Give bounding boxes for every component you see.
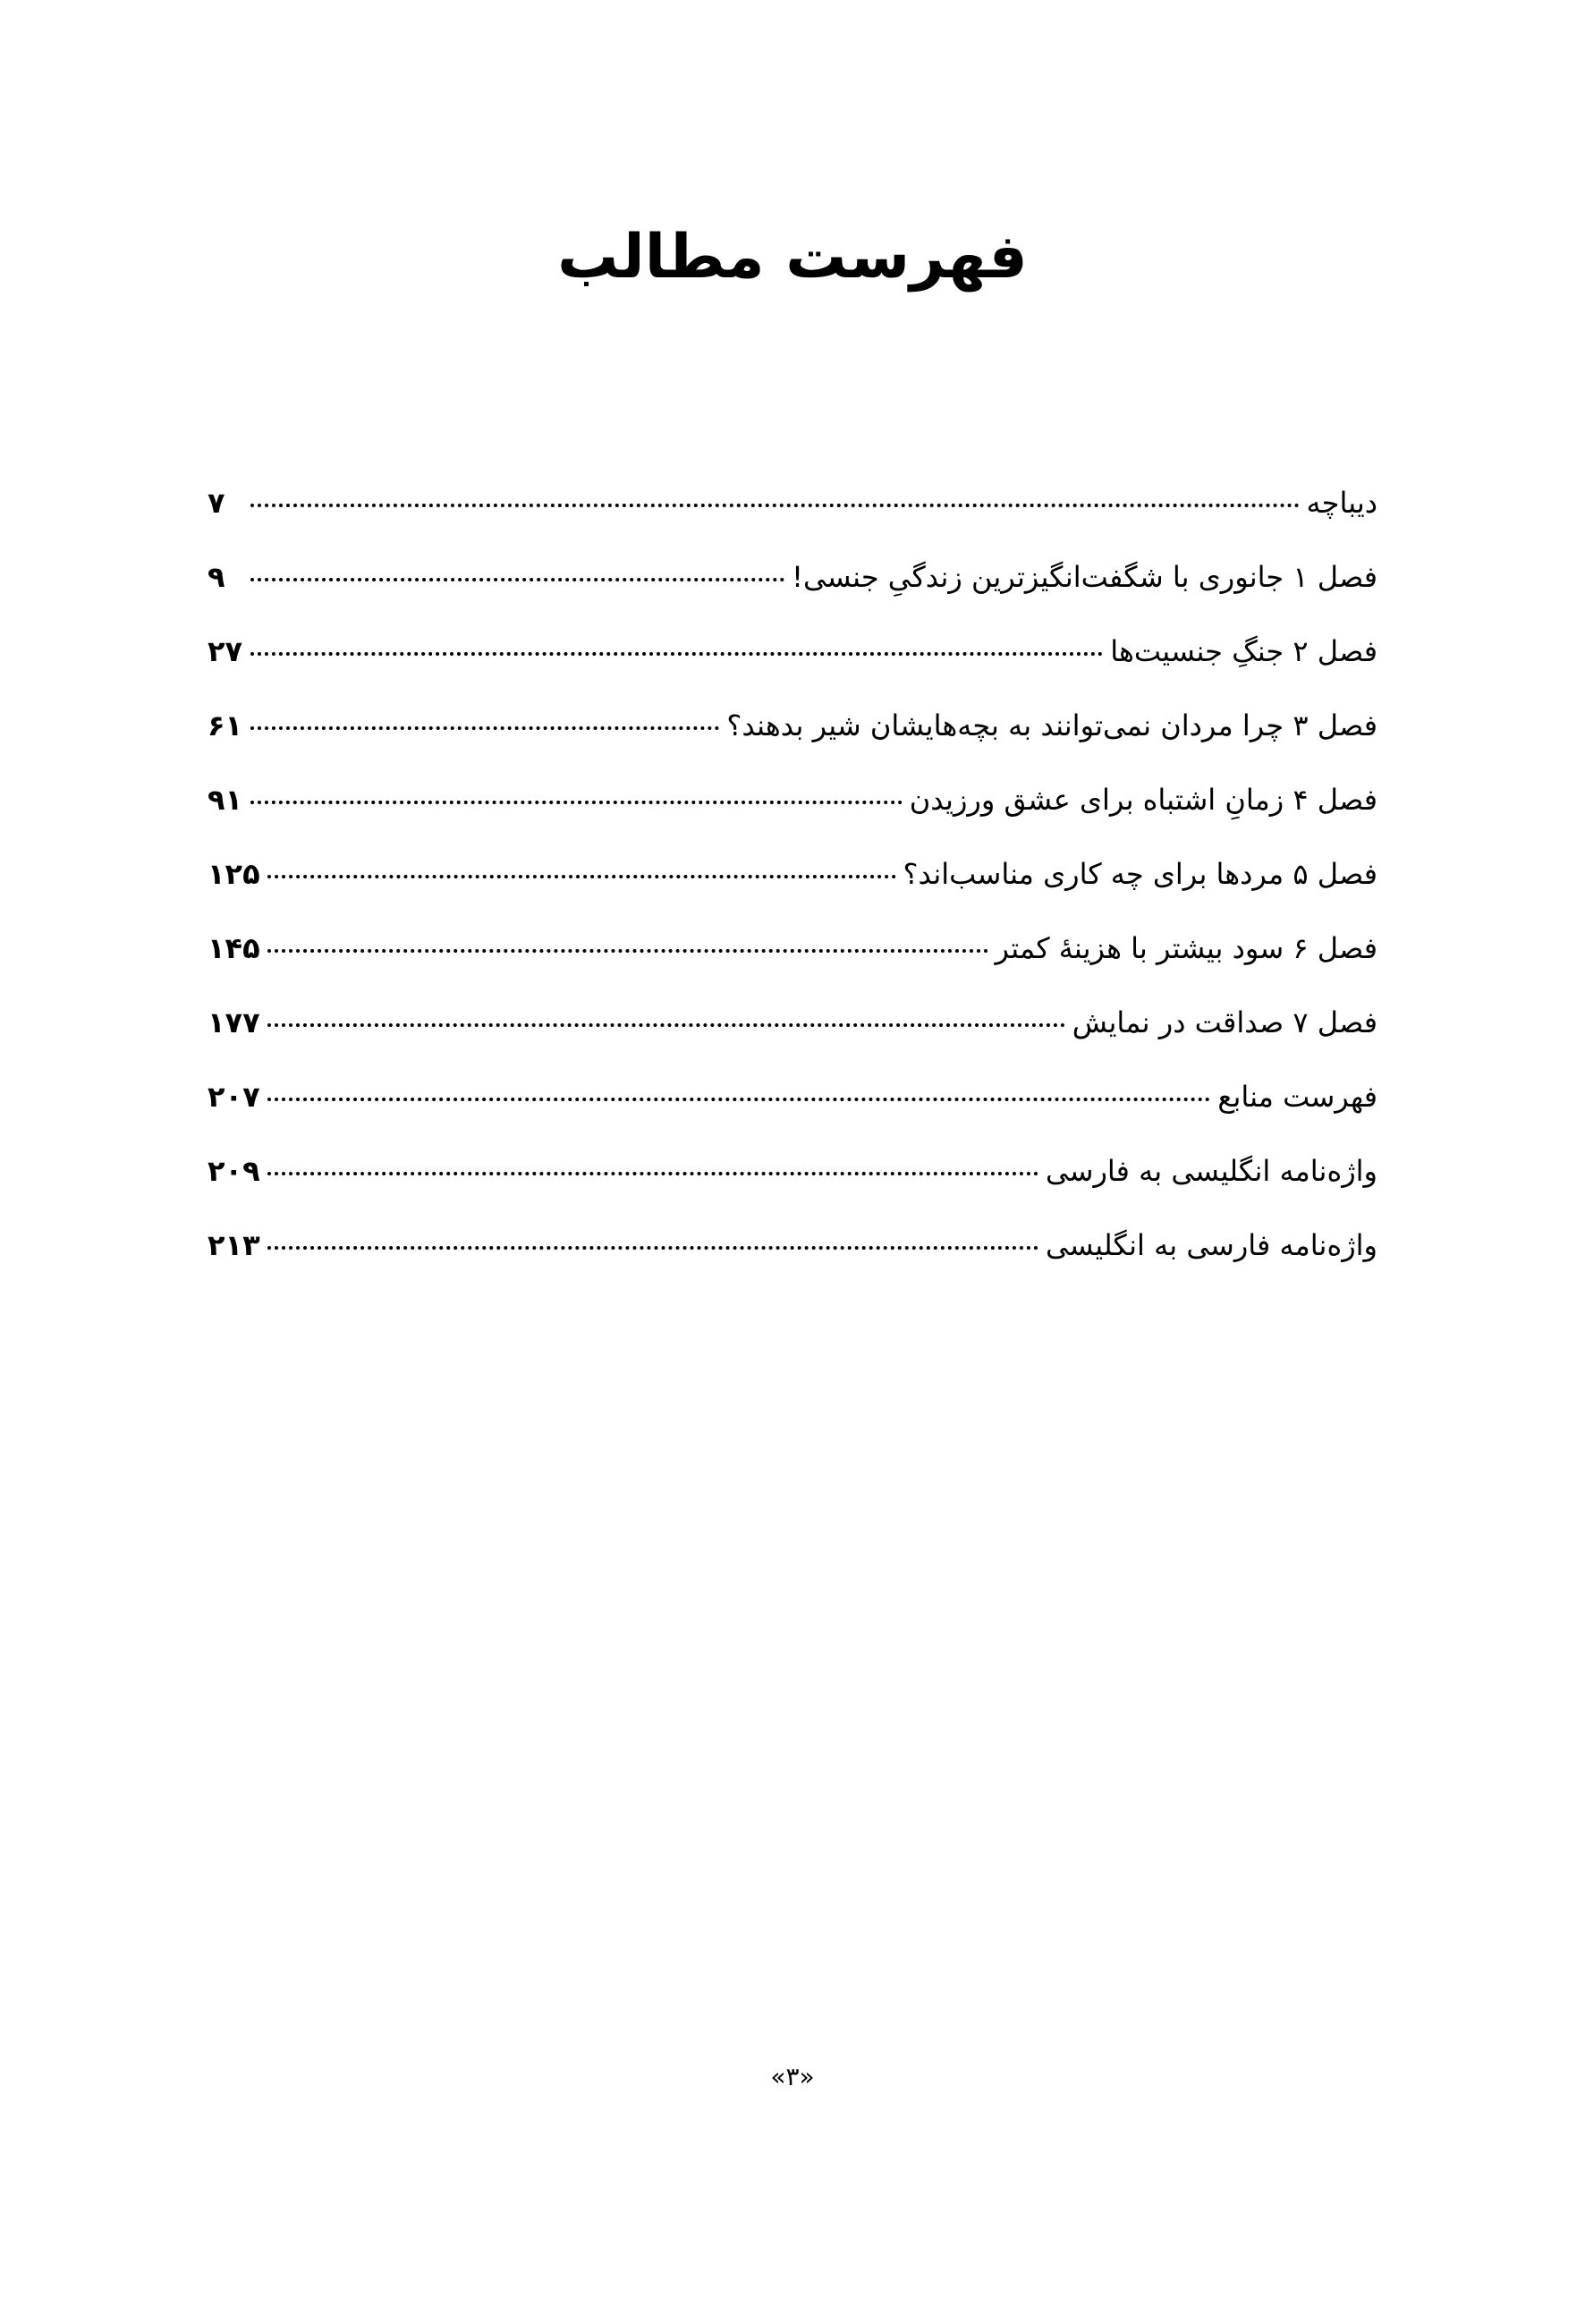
dot-leader — [267, 875, 896, 878]
dot-leader — [250, 504, 1300, 507]
toc-entry-title: واژه‌نامه فارسی به انگلیسی — [1045, 1228, 1377, 1262]
toc-entry-references[interactable] — [208, 1070, 1377, 1144]
toc-entry-title: دیباچه — [1306, 486, 1377, 520]
toc-entry-title: فصل ۱ جانوری با شگفت‌انگیزترین زندگیِ جنسی! — [792, 560, 1377, 594]
page-number: «۳» — [770, 2062, 815, 2091]
toc-entry-title: فهرست منابع — [1217, 1080, 1377, 1114]
dot-leader — [250, 801, 903, 804]
dot-leader — [267, 1246, 1038, 1250]
toc-entry-page: ۱۷۷ — [208, 1005, 260, 1039]
dot-leader — [250, 726, 719, 730]
dot-leader — [250, 578, 784, 581]
dot-leader — [267, 1023, 1065, 1027]
toc-entry-page: ۷ — [208, 486, 225, 520]
toc-entry-page: ۲۷ — [208, 634, 243, 668]
toc-entry-chapter-2[interactable] — [208, 624, 1377, 699]
toc-entry-title: فصل ۲ جنگِ جنسیت‌ها — [1110, 634, 1377, 668]
toc-entry-page: ۶۱ — [208, 708, 243, 742]
toc-entry-title: فصل ۴ زمانِ اشتباه برای عشق ورزیدن — [909, 783, 1377, 817]
dot-leader — [267, 1098, 1211, 1101]
toc-entry-page: ۲۱۳ — [208, 1228, 260, 1262]
toc-entry-page: ۹ — [208, 560, 225, 594]
toc-entry-page: ۹۱ — [208, 783, 243, 817]
dot-leader — [250, 652, 1103, 656]
toc-entry-page: ۲۰۷ — [208, 1080, 260, 1114]
toc-entry-title: واژه‌نامه انگلیسی به فارسی — [1045, 1154, 1377, 1188]
toc-entry-glossary-en-fa[interactable] — [208, 1144, 1377, 1218]
toc-entry-title: فصل ۳ چرا مردان نمی‌توانند به بچه‌هایشان شیر بدهند؟ — [726, 708, 1377, 742]
toc-entry-page: ۱۴۵ — [208, 931, 260, 965]
toc-entry-chapter-3[interactable] — [208, 699, 1377, 773]
dot-leader — [267, 1172, 1038, 1175]
toc-entry-title: فصل ۷ صداقت در نمایش — [1072, 1005, 1377, 1039]
dot-leader — [267, 949, 988, 953]
toc-entry-chapter-5[interactable] — [208, 847, 1377, 921]
toc-entry-title: فصل ۵ مردها برای چه کاری مناسب‌اند؟ — [903, 857, 1377, 891]
toc-entry-chapter-6[interactable] — [208, 921, 1377, 996]
toc-entry-chapter-7[interactable] — [208, 996, 1377, 1070]
toc-entry-chapter-4[interactable] — [208, 773, 1377, 847]
toc-entry-preface[interactable] — [208, 476, 1377, 550]
toc-entry-title: فصل ۶ سود بیشتر با هزینهٔ کمتر — [995, 931, 1377, 965]
toc-entry-glossary-fa-en[interactable] — [208, 1218, 1377, 1293]
toc-entry-page: ۱۲۵ — [208, 857, 260, 891]
table-of-contents — [208, 476, 1377, 1293]
page-title: فهرست مطالب — [557, 222, 1028, 293]
toc-entry-page: ۲۰۹ — [208, 1154, 260, 1188]
toc-entry-chapter-1[interactable] — [208, 550, 1377, 624]
